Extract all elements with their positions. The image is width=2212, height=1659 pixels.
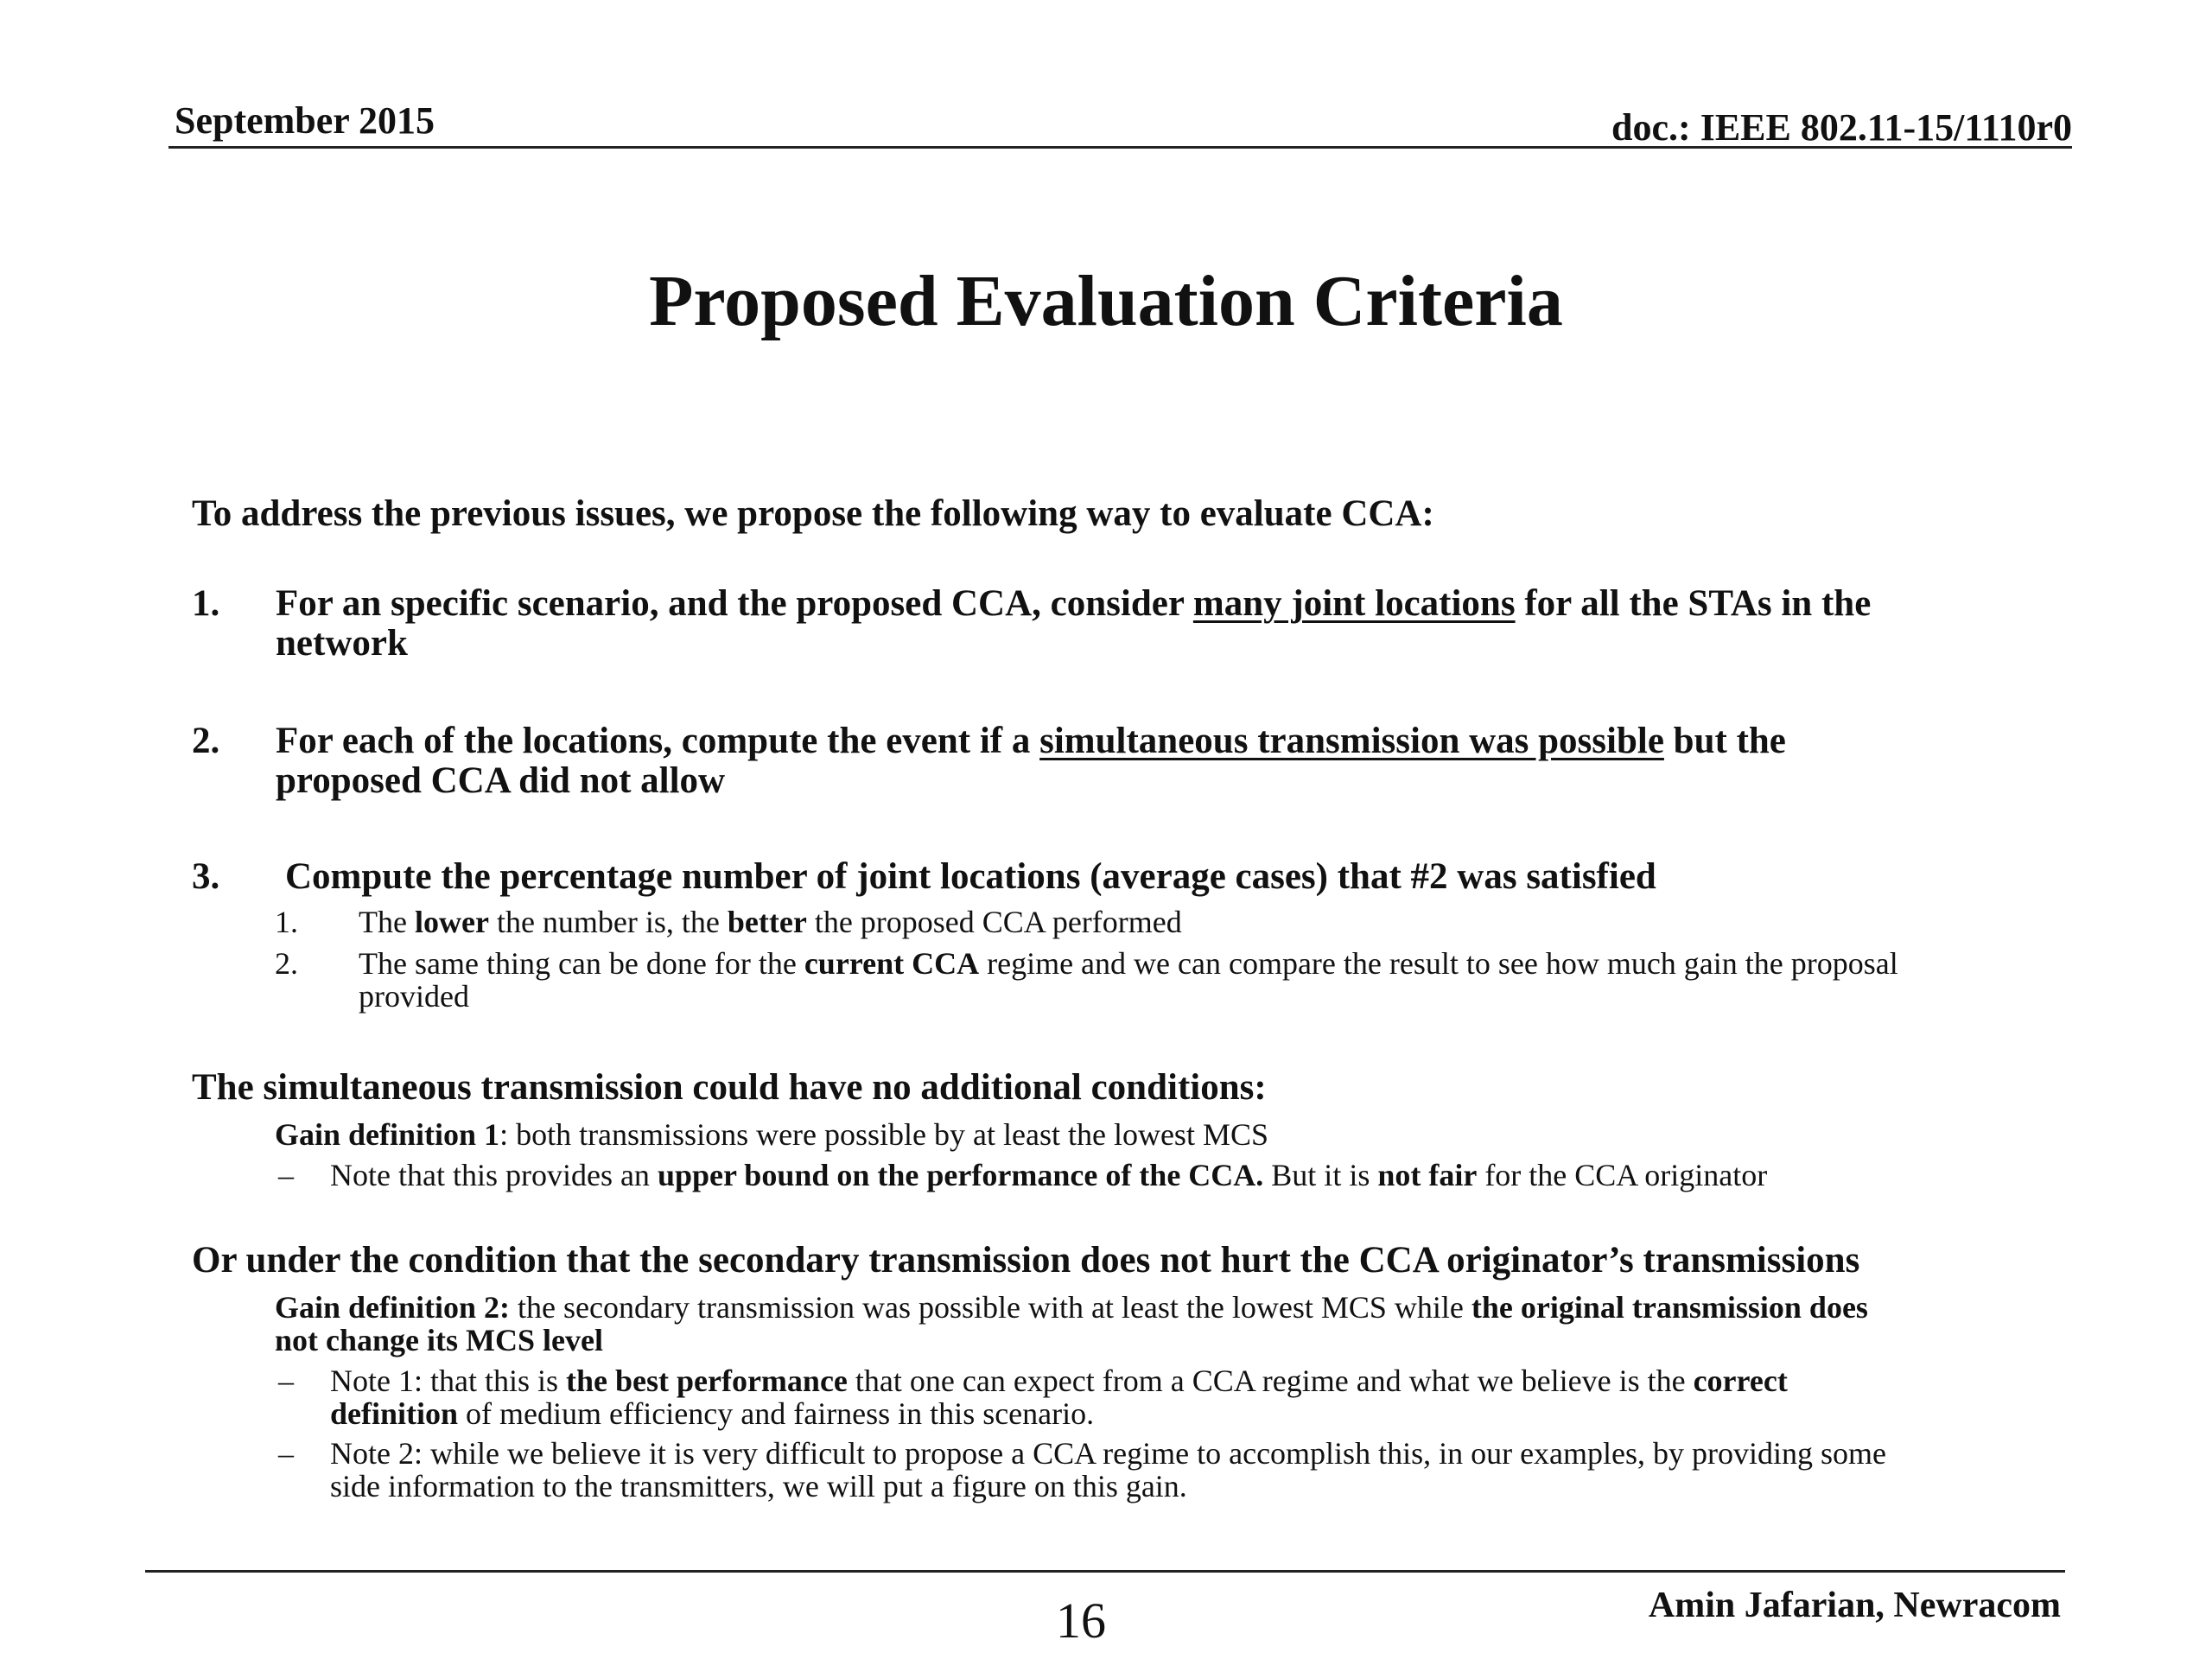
note1-line2-text: of medium efficiency and fairness in this scenario. (458, 1396, 1095, 1431)
section-2-note-2 (278, 1437, 2093, 1506)
sub-1-b2: better (727, 905, 807, 939)
page-number: 16 (1056, 1592, 1106, 1649)
step-1-underlined: many joint locations (1192, 583, 1516, 624)
note-t2: But it is (1263, 1158, 1378, 1192)
sub-2-t1: The same thing can be done for the (359, 946, 804, 981)
gain-1-text: : both transmissions were possible by at least the lowest MCS (499, 1117, 1268, 1152)
sub-1-text (359, 906, 1182, 938)
section-2-note-1-text (330, 1364, 1788, 1430)
step-2-text-line2: proposed CCA did not allow (276, 760, 726, 801)
slide-title: Proposed Evaluation Criteria (649, 261, 1563, 341)
gain-1-label: Gain definition 1 (275, 1117, 500, 1152)
section-2-note-1 (278, 1364, 2093, 1433)
note1-line2-bold: definition (330, 1396, 459, 1431)
header-divider (168, 146, 2072, 149)
gain-2-line2: not change its MCS level (275, 1323, 603, 1357)
step-1-text-line2: network (276, 623, 408, 664)
gain-definition-1 (275, 1118, 1268, 1151)
dash-marker: – (278, 1436, 294, 1471)
step-1 (192, 584, 2093, 667)
dash-marker: – (278, 1158, 294, 1192)
note1-b2: correct (1693, 1363, 1788, 1398)
step-3 (192, 857, 2093, 899)
step-3-text: Compute the percentage number of joint locations (average cases) that #2 was satisfied (285, 856, 1656, 897)
note-b2: not fair (1377, 1158, 1478, 1192)
sub-2-line2: provided (359, 979, 469, 1014)
step-3-number: 3. (192, 856, 220, 897)
step-2-text (276, 721, 1786, 801)
sub-1-number: 1. (275, 905, 298, 939)
note2-line1: Note 2: while we believe it is very difficult to propose a CCA regime to accomplish this, in our examples, by providing some (330, 1436, 1887, 1471)
footer-author: Amin Jafarian, Newracom (1648, 1586, 2061, 1625)
gain-2-text: the secondary transmission was possible with at least the lowest MCS while (510, 1290, 1471, 1325)
note2-line2: side information to the transmitters, we will put a figure on this gain. (330, 1469, 1187, 1503)
section-2-note-2-text (330, 1437, 1886, 1503)
step-2 (192, 721, 2093, 804)
step-2-text-post: but the (1663, 721, 1786, 761)
section-1-note-text (330, 1159, 1767, 1192)
note1-b1: the best performance (566, 1363, 848, 1398)
sub-2-t2: regime and we can compare the result to see how much gain the proposal (979, 946, 1898, 981)
note1-t1: Note 1: that this is (330, 1363, 566, 1398)
section-1-note (278, 1159, 2093, 1193)
gain-2-bold: the original transmission does (1471, 1290, 1868, 1325)
dash-marker: – (278, 1363, 294, 1398)
sub-1-t2: the number is, the (488, 905, 728, 939)
step-1-number: 1. (192, 583, 220, 624)
sub-2-b1: current CCA (804, 946, 980, 981)
note-t1: Note that this provides an (330, 1158, 658, 1192)
step-1-text-pre: For an specific scenario, and the proposed CCA, consider (276, 583, 1193, 624)
intro-text: To address the previous issues, we propose the following way to evaluate CCA: (192, 493, 1434, 534)
step-1-text (276, 584, 1871, 664)
header-date: September 2015 (175, 99, 435, 142)
note-t3: for the CCA originator (1477, 1158, 1768, 1192)
sub-2-text (359, 947, 1898, 1013)
note-b1: upper bound on the performance of the CCA. (657, 1158, 1264, 1192)
footer-divider (145, 1570, 2065, 1573)
gain-definition-2 (275, 1291, 1868, 1357)
header-doc-id: doc.: IEEE 802.11-15/1110r0 (1611, 106, 2072, 149)
section-2-heading: Or under the condition that the secondary transmission does not hurt the CCA originator’s transmissions (192, 1240, 1860, 1281)
step-1-text-post: for all the STAs in the (1515, 583, 1872, 624)
sub-1-b1: lower (414, 905, 489, 939)
step-2-number: 2. (192, 721, 220, 761)
sub-1-t3: the proposed CCA performed (806, 905, 1182, 939)
step-2-text-pre: For each of the locations, compute the event if a (276, 721, 1040, 761)
gain-2-label: Gain definition 2: (275, 1290, 511, 1325)
note1-t2: that one can expect from a CCA regime and what we believe is the (847, 1363, 1694, 1398)
section-1-heading: The simultaneous transmission could have no additional conditions: (192, 1067, 1267, 1108)
step-2-underlined: simultaneous transmission was possible (1039, 721, 1664, 761)
step-3-sub-1 (275, 906, 2089, 940)
sub-1-t1: The (359, 905, 415, 939)
sub-2-number: 2. (275, 946, 298, 981)
step-3-sub-2 (275, 947, 2089, 1016)
